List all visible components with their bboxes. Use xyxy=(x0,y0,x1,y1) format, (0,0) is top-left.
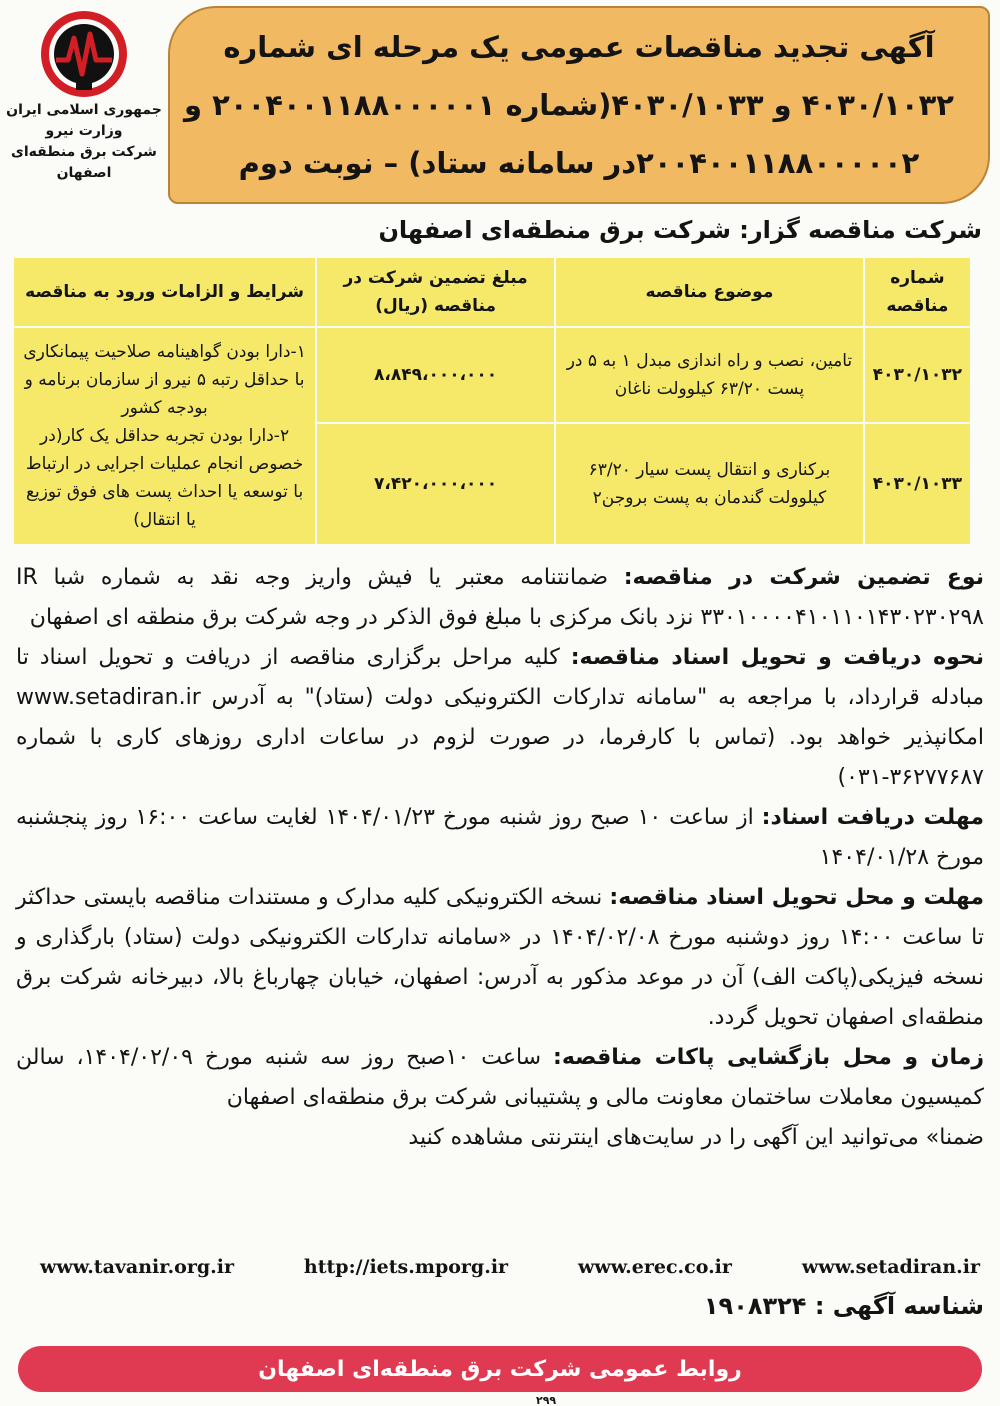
tender-subject: تامین، نصب و راه اندازی مبدل ۱ به ۵ در پست ۶۳/۲۰ کیلوولت ناغان xyxy=(555,327,864,423)
tender-subject: برکناری و انتقال پست سیار ۶۳/۲۰ کیلوولت گندمان به پست بروجن۲ xyxy=(555,423,864,545)
ad-identifier xyxy=(704,1292,984,1320)
ad-title-line-1: آگهی تجدید مناقصات عمومی یک مرحله ای شماره xyxy=(223,30,935,64)
tender-number: ۴۰۳۰/۱۰۳۳ xyxy=(864,423,971,545)
iban-number: IR ۳۳۰۱۰۰۰۰۴۱۰۱۱۰۱۴۳۰۲۳۰۲۹۸ xyxy=(16,565,984,630)
tender-number: ۴۰۳۰/۱۰۳۲ xyxy=(864,327,971,423)
documents-section xyxy=(16,638,984,798)
condition-item: ۲-دارا بودن تجربه حداقل یک کار(در خصوص انجام عملیات اجرایی در ارتباط با توسعه یا احداث پست های فوق توزیع یا انتقال) xyxy=(25,426,304,530)
tender-organizer: شرکت مناقصه گزار: شرکت برق منطقه‌ای اصفهان xyxy=(378,216,982,244)
websites-note: ضمنا» می‌توانید این آگهی را در سایت‌های اینترنتی مشاهده کنید xyxy=(408,1125,984,1150)
tender-table xyxy=(12,256,972,546)
receive-deadline-section xyxy=(16,798,984,878)
website-links xyxy=(40,1256,980,1278)
guarantee-section xyxy=(16,558,984,638)
tender-conditions xyxy=(13,327,316,545)
header-guarantee-amount: مبلغ تضمین شرکت در مناقصه (ریال) xyxy=(316,257,555,327)
ad-body xyxy=(16,558,984,1158)
documents-text-contact: امکانپذیر خواهد بود. (تماس با کارفرما، در صورت لزوم در ساعات اداری روزهای کاری با شماره xyxy=(16,725,984,750)
logo-line-country: جمهوری اسلامی ایران xyxy=(6,102,162,118)
link-tavanir[interactable]: www.tavanir.org.ir xyxy=(40,1256,234,1278)
guarantee-amount: ۷،۴۲۰،۰۰۰،۰۰۰ xyxy=(316,423,555,545)
ad-title-line-2: ۴۰۳۰/۱۰۳۲ و ۴۰۳۰/۱۰۳۳(شماره ۲۰۰۴۰۰۱۱۸۸۰۰۰۰۰۱ و xyxy=(184,88,954,122)
documents-text-close: ) xyxy=(837,765,847,790)
ad-id-label: شناسه آگهی : xyxy=(814,1292,984,1320)
header-conditions: شرایط و الزامات ورود به مناقصه xyxy=(13,257,316,327)
ad-title-line-3: ۲۰۰۴۰۰۱۱۸۸۰۰۰۰۰۲در سامانه ستاد) – نوبت دوم xyxy=(238,146,920,180)
guarantee-amount: ۸،۸۴۹،۰۰۰،۰۰۰ xyxy=(316,327,555,423)
link-iets[interactable]: http://iets.mporg.ir xyxy=(303,1256,509,1278)
setad-link[interactable]: www.setadiran.ir xyxy=(16,685,201,710)
opening-label: زمان و محل بازگشایی پاکات مناقصه: xyxy=(553,1045,984,1070)
company-logo-block xyxy=(4,8,164,203)
opening-section xyxy=(16,1038,984,1118)
receive-deadline-label: مهلت دریافت اسناد: xyxy=(761,805,984,830)
ad-id-value: ۱۹۰۸۳۲۴ xyxy=(703,1292,807,1320)
ad-header xyxy=(0,0,1000,210)
table-row xyxy=(13,327,971,423)
receive-deadline-text: از ساعت ۱۰ صبح روز شنبه مورخ ۱۴۰۴/۰۱/۲۳ لغایت ساعت ۱۶:۰۰ روز پنجشنبه مورخ ۱۴۰۴/۰۱/۲۸ xyxy=(16,805,984,870)
guarantee-label: نوع تضمین شرکت در مناقصه: xyxy=(623,565,984,590)
condition-item: ۱-دارا بودن گواهینامه صلاحیت پیمانکاری با حداقل رتبه ۵ نیرو از سازمان برنامه و بودجه کشور xyxy=(23,342,306,418)
documents-label: نحوه دریافت و تحویل اسناد مناقصه: xyxy=(570,645,984,670)
guarantee-text-end: نزد بانک مرکزی با مبلغ فوق الذکر در وجه شرکت برق منطقه ای اصفهان xyxy=(29,605,694,630)
tender-table-header xyxy=(13,257,971,327)
guarantee-text: ضمانتنامه معتبر یا فیش واریز وجه نقد به شماره شبا xyxy=(53,565,609,590)
footer-text: روابط عمومی شرکت برق منطقه‌ای اصفهان xyxy=(258,1356,742,1382)
header-tender-subject: موضوع مناقصه xyxy=(555,257,864,327)
public-relations-footer xyxy=(18,1346,982,1392)
ad-title-box xyxy=(168,6,990,204)
delivery-text: نسخه الکترونیکی کلیه مدارک و مستندات مناقصه بایستی حداکثر تا ساعت ۱۴:۰۰ روز دوشنبه مورخ ۱۴۰۴/۰۲/۰۸ در «سامانه تدارکات الکترونیکی دولت (ستاد) بارگذاری و نسخه فیزیکی(پاکت الف) آن در موعد مذکور به آدرس: اصفهان، خیابان چهارباغ بالا، دبیرخانه شرکت برق منطقه‌ای اصفهان تحویل گردد. xyxy=(16,885,984,1030)
header-tender-number: شماره مناقصه xyxy=(864,257,971,327)
link-setadiran[interactable]: www.setadiran.ir xyxy=(801,1256,980,1278)
opening-text: ساعت ۱۰صبح روز سه شنبه مورخ ۱۴۰۴/۰۲/۰۹، سالن کمیسیون معاملات ساختمان معاونت مالی و پشتیبانی شرکت برق منطقه‌ای اصفهان xyxy=(16,1045,984,1110)
logo-line-company: شرکت برق منطقه‌ای اصفهان xyxy=(11,144,157,181)
delivery-label: مهلت و محل تحویل اسناد مناقصه: xyxy=(609,885,984,910)
contact-phone: ۰۳۱-۳۶۲۷۷۶۸۷ xyxy=(846,765,984,790)
power-company-logo-icon xyxy=(38,8,130,100)
link-erec[interactable]: www.erec.co.ir xyxy=(578,1256,732,1278)
delivery-section xyxy=(16,878,984,1038)
page-number: ۲۹۹ xyxy=(536,1394,557,1406)
logo-line-ministry: وزارت نیرو xyxy=(45,123,123,139)
documents-text: کلیه مراحل برگزاری مناقصه از دریافت و تحویل اسناد تا مبادله قرارداد، با مراجعه به "سامانه تدارکات الکترونیکی دولت (ستاد)" به آدرس xyxy=(16,645,985,710)
